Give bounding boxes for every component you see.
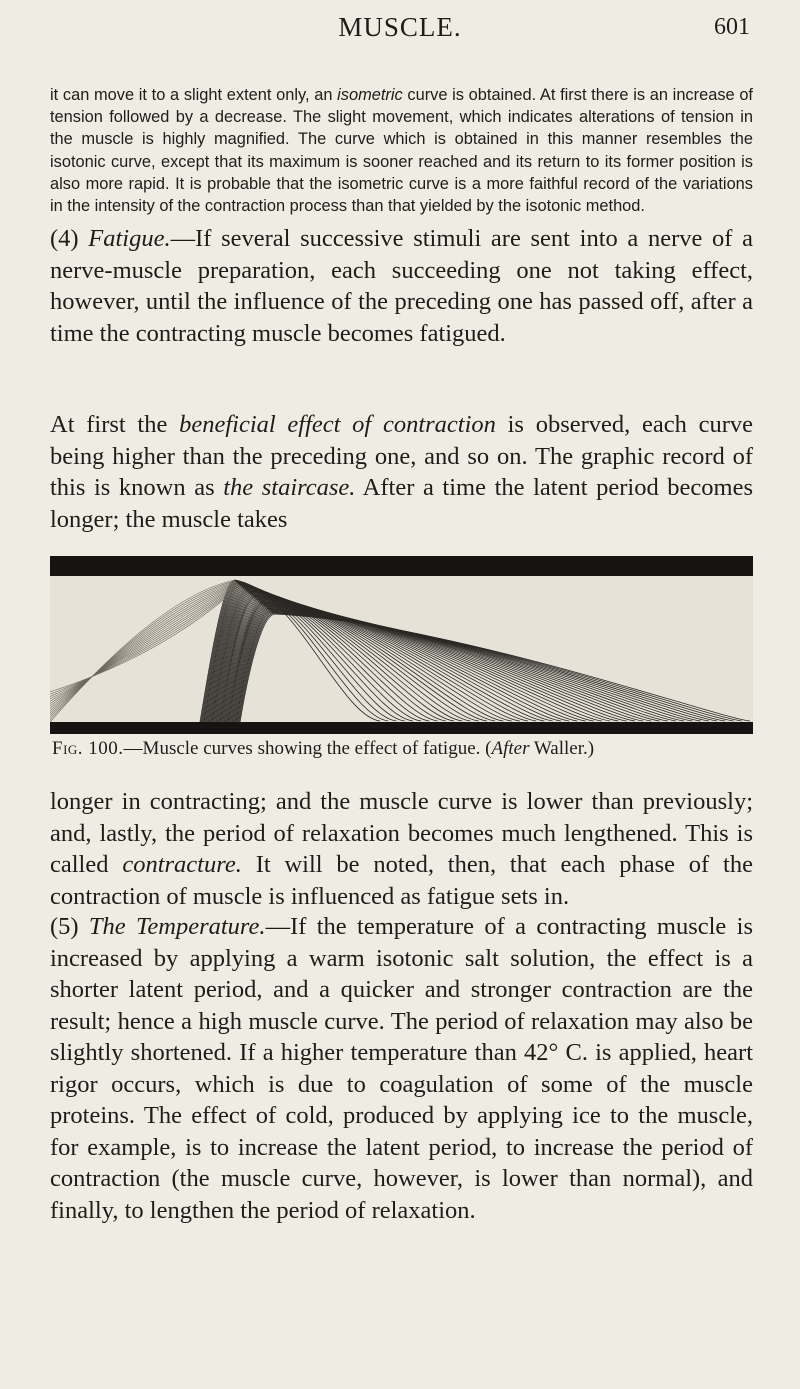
page-header <box>50 12 750 52</box>
muscle-curves-image <box>50 556 753 734</box>
contracture-text-2: It will be noted, then, that each phase of the contraction of muscle is influenced as fatigue sets in. <box>50 851 753 910</box>
figure-baseline-band <box>50 722 753 734</box>
staircase-text-1: At first the <box>50 411 180 438</box>
fatigue-figure <box>50 556 753 764</box>
staircase-text-3: After a time the latent period becomes longer; the muscle takes <box>50 474 753 533</box>
figure-top-band <box>50 556 753 576</box>
isometric-text-1: it can move it to a slight extent only, an <box>50 86 338 104</box>
temperature-paragraph <box>50 911 753 1226</box>
contracture-text-1: longer in contracting; and the muscle curve is lower than previously; and, lastly, the period of relaxation becomes much lengthened. This is called <box>50 788 753 878</box>
staircase-term: the staircase. <box>223 474 356 501</box>
fatigue-number: (4) <box>50 225 89 252</box>
fatigue-heading: Fatigue. <box>88 225 171 252</box>
figure-caption-text: —Muscle curves showing the effect of fatigue. ( <box>123 738 492 759</box>
figure-label: Fig. 100. <box>52 738 124 759</box>
isometric-term: isometric <box>337 86 403 104</box>
contracture-paragraph <box>50 786 753 912</box>
figure-author: Waller.) <box>529 738 595 759</box>
running-head: MUSCLE. <box>338 12 462 42</box>
temperature-heading: The Temperature. <box>88 913 266 940</box>
isometric-paragraph <box>50 84 753 217</box>
page-number: 601 <box>714 14 750 40</box>
temperature-number: (5) <box>50 913 89 940</box>
staircase-paragraph <box>50 409 753 535</box>
staircase-text-2: is observed, each curve being higher than the preceding one, and so on. The graphic record of this is known as <box>50 411 753 501</box>
contracture-term: contracture. <box>122 851 242 878</box>
temperature-text: —If the temperature of a contracting muscle is increased by applying a warm isotonic salt solution, the effect is a shorter latent period, and a quicker and stronger contraction are the result; hence a high muscle curve. The period of relaxation may also be slightly shortened. If a higher temperature than 42° C. is applied, heart rigor occurs, which is due to coagulation of some of the muscle proteins. The effect of cold, produced by applying ice to the muscle, for example, is to increase the latent period, to increase the period of contraction (the muscle curve, however, is lower than normal), and finally, to lengthen the period of relaxation. <box>50 913 753 1224</box>
fatigue-paragraph <box>50 223 753 349</box>
figure-after: After <box>491 738 530 759</box>
figure-caption <box>52 738 752 760</box>
beneficial-effect-term: beneficial effect of contraction <box>179 411 496 438</box>
fatigue-text-1: —If several successive stimuli are sent into a nerve of a nerve-muscle preparation, each succeeding one not taking effect, however, until the influence of the preceding one has passed off, after a time the contracting muscle becomes fatigued. <box>50 225 754 347</box>
isometric-text-2: curve is obtained. At first there is an increase of tension followed by a decrease. The slight movement, which indicates alterations of tension in the muscle is highly magnified. The curve which is obtained in this manner resembles the isotonic curve, except that its maximum is sooner reached and its return to its former position is also more rapid. It is probable that the isometric curve is a more faithful record of the variations in the intensity of the contraction process than that yielded by the isotonic method. <box>50 86 753 216</box>
